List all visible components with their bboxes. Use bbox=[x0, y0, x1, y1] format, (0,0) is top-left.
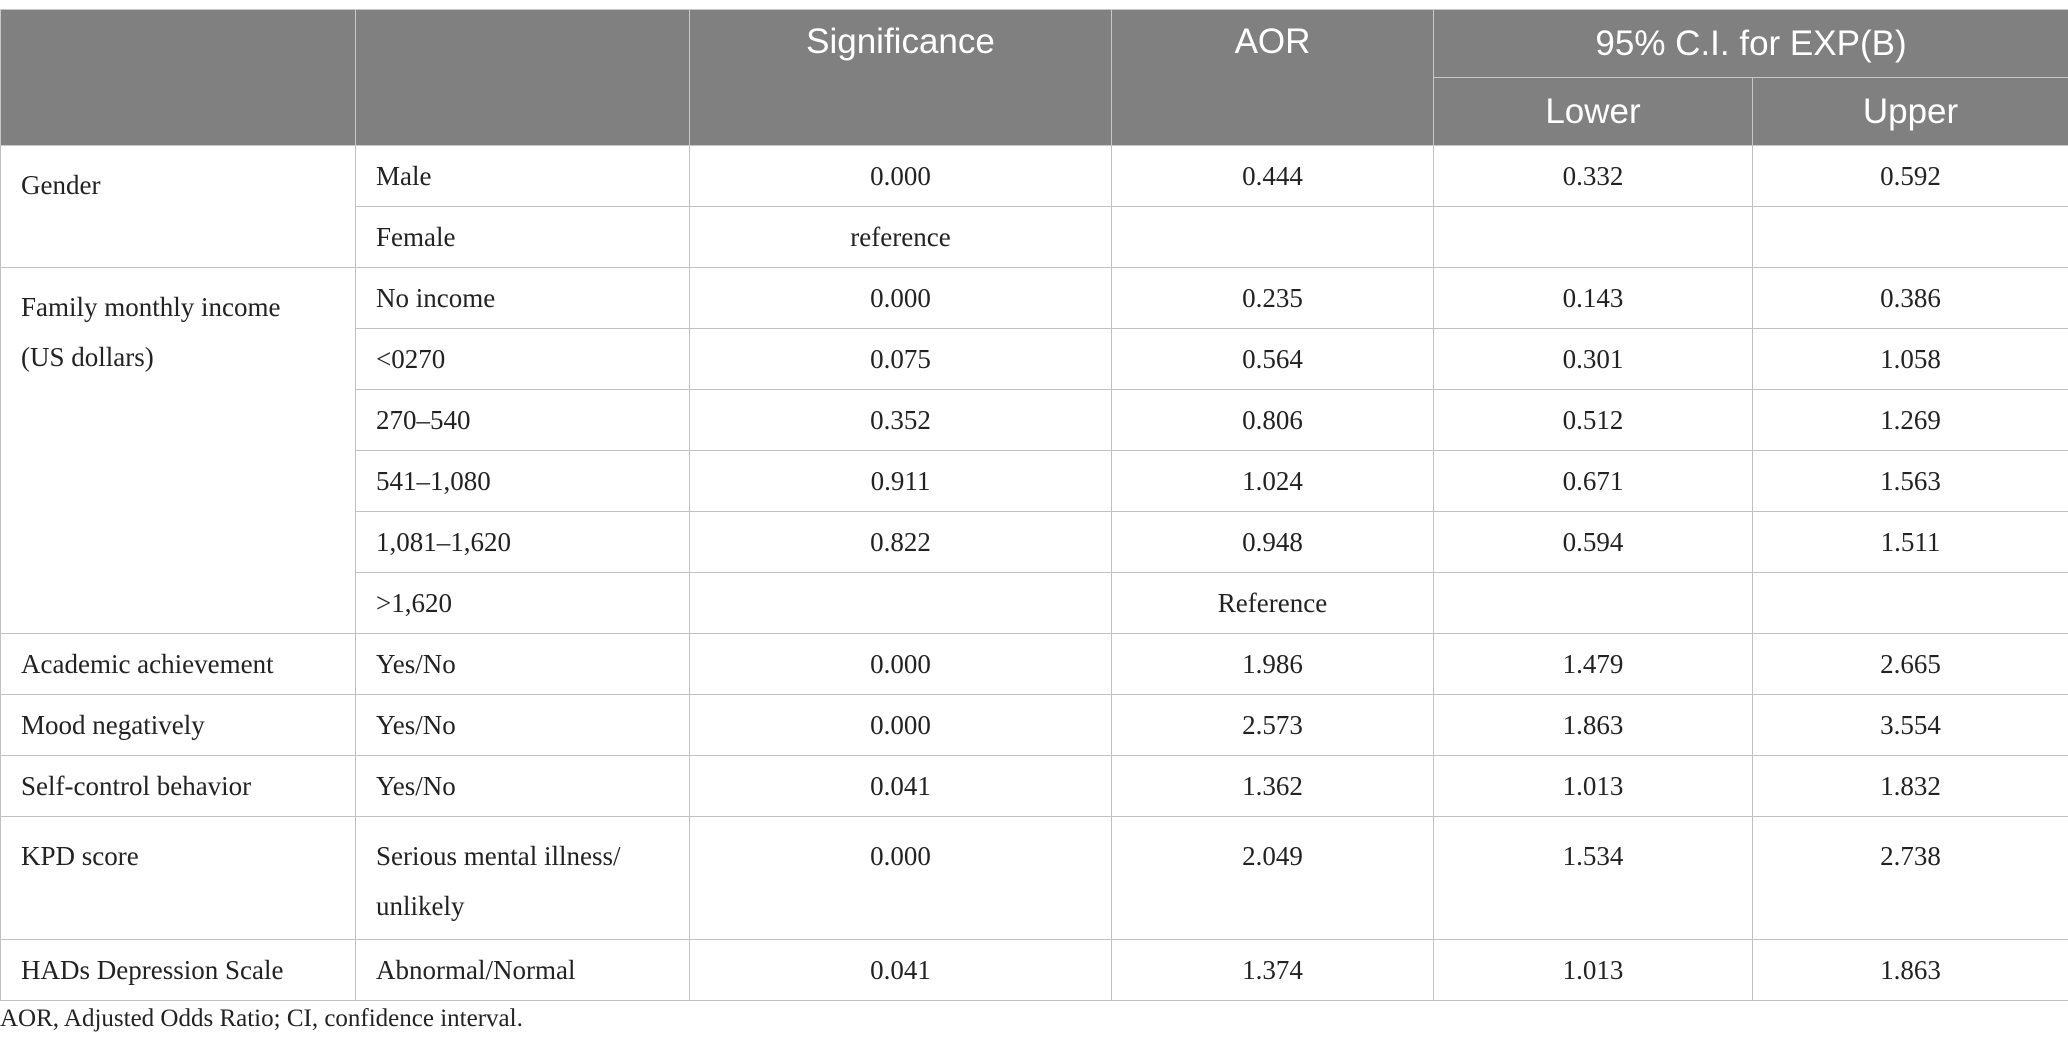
variable-cell: HADs Depression Scale bbox=[1, 940, 356, 1001]
variable-cell: KPD score bbox=[1, 817, 356, 940]
variable-cell: Mood negatively bbox=[1, 695, 356, 756]
lower-cell bbox=[1434, 573, 1753, 634]
lower-cell: 0.512 bbox=[1434, 390, 1753, 451]
category-cell: 270–540 bbox=[356, 390, 690, 451]
upper-cell: 1.832 bbox=[1753, 756, 2068, 817]
category-cell: Yes/No bbox=[356, 756, 690, 817]
category-cell: Yes/No bbox=[356, 695, 690, 756]
aor-cell: 0.948 bbox=[1112, 512, 1434, 573]
upper-cell: 0.386 bbox=[1753, 268, 2068, 329]
significance-cell: 0.911 bbox=[690, 451, 1112, 512]
aor-cell: 1.374 bbox=[1112, 940, 1434, 1001]
lower-cell: 0.594 bbox=[1434, 512, 1753, 573]
upper-cell: 0.592 bbox=[1753, 146, 2068, 207]
header-lower: Lower bbox=[1434, 78, 1753, 146]
aor-cell: 0.235 bbox=[1112, 268, 1434, 329]
lower-cell: 0.671 bbox=[1434, 451, 1753, 512]
table-row bbox=[1, 695, 2068, 756]
aor-cell: 1.024 bbox=[1112, 451, 1434, 512]
upper-cell: 2.738 bbox=[1753, 817, 2068, 940]
upper-cell: 1.058 bbox=[1753, 329, 2068, 390]
lower-cell bbox=[1434, 207, 1753, 268]
significance-cell: 0.000 bbox=[690, 817, 1112, 940]
significance-cell bbox=[690, 573, 1112, 634]
category-cell: Female bbox=[356, 207, 690, 268]
header-upper: Upper bbox=[1753, 78, 2068, 146]
upper-cell: 1.563 bbox=[1753, 451, 2068, 512]
significance-cell: 0.352 bbox=[690, 390, 1112, 451]
aor-cell: 2.049 bbox=[1112, 817, 1434, 940]
upper-cell bbox=[1753, 573, 2068, 634]
table-row bbox=[1, 146, 2068, 207]
regression-results-table bbox=[0, 9, 2068, 1001]
significance-cell: 0.000 bbox=[690, 695, 1112, 756]
significance-cell: 0.041 bbox=[690, 756, 1112, 817]
lower-cell: 1.863 bbox=[1434, 695, 1753, 756]
significance-cell: 0.075 bbox=[690, 329, 1112, 390]
aor-cell: Reference bbox=[1112, 573, 1434, 634]
upper-cell: 2.665 bbox=[1753, 634, 2068, 695]
table-row bbox=[1, 940, 2068, 1001]
header-significance: Significance bbox=[690, 10, 1112, 146]
lower-cell: 0.301 bbox=[1434, 329, 1753, 390]
upper-cell: 1.863 bbox=[1753, 940, 2068, 1001]
lower-cell: 1.013 bbox=[1434, 940, 1753, 1001]
variable-cell: Self-control behavior bbox=[1, 756, 356, 817]
table-row bbox=[1, 817, 2068, 940]
upper-cell: 3.554 bbox=[1753, 695, 2068, 756]
category-cell: <0270 bbox=[356, 329, 690, 390]
category-cell: Yes/No bbox=[356, 634, 690, 695]
category-cell: >1,620 bbox=[356, 573, 690, 634]
lower-cell: 1.013 bbox=[1434, 756, 1753, 817]
category-cell: 541–1,080 bbox=[356, 451, 690, 512]
significance-cell: 0.000 bbox=[690, 634, 1112, 695]
aor-cell: 2.573 bbox=[1112, 695, 1434, 756]
aor-cell: 0.806 bbox=[1112, 390, 1434, 451]
upper-cell: 1.269 bbox=[1753, 390, 2068, 451]
table-header bbox=[1, 10, 2068, 146]
header-aor: AOR bbox=[1112, 10, 1434, 146]
lower-cell: 1.479 bbox=[1434, 634, 1753, 695]
header-variable bbox=[1, 10, 356, 146]
variable-cell: Gender bbox=[1, 146, 356, 268]
lower-cell: 1.534 bbox=[1434, 817, 1753, 940]
significance-cell: reference bbox=[690, 207, 1112, 268]
table-footnote: AOR, Adjusted Odds Ratio; CI, confidence interval. bbox=[0, 1005, 523, 1032]
table-row bbox=[1, 634, 2068, 695]
header-ci-group: 95% C.I. for EXP(B) bbox=[1434, 10, 2068, 78]
significance-cell: 0.822 bbox=[690, 512, 1112, 573]
aor-cell: 0.564 bbox=[1112, 329, 1434, 390]
table-row bbox=[1, 268, 2068, 329]
table-body bbox=[1, 146, 2068, 1001]
category-cell: Abnormal/Normal bbox=[356, 940, 690, 1001]
significance-cell: 0.000 bbox=[690, 146, 1112, 207]
category-cell: Male bbox=[356, 146, 690, 207]
variable-cell: Academic achievement bbox=[1, 634, 356, 695]
category-cell: Serious mental illness/ unlikely bbox=[356, 817, 690, 940]
significance-cell: 0.000 bbox=[690, 268, 1112, 329]
category-cell: No income bbox=[356, 268, 690, 329]
aor-cell: 0.444 bbox=[1112, 146, 1434, 207]
upper-cell bbox=[1753, 207, 2068, 268]
aor-cell: 1.362 bbox=[1112, 756, 1434, 817]
category-cell: 1,081–1,620 bbox=[356, 512, 690, 573]
header-category bbox=[356, 10, 690, 146]
results-table-wrapper bbox=[0, 9, 2068, 1001]
aor-cell: 1.986 bbox=[1112, 634, 1434, 695]
upper-cell: 1.511 bbox=[1753, 512, 2068, 573]
aor-cell bbox=[1112, 207, 1434, 268]
table-row bbox=[1, 756, 2068, 817]
lower-cell: 0.143 bbox=[1434, 268, 1753, 329]
variable-cell: Family monthly income (US dollars) bbox=[1, 268, 356, 634]
lower-cell: 0.332 bbox=[1434, 146, 1753, 207]
significance-cell: 0.041 bbox=[690, 940, 1112, 1001]
